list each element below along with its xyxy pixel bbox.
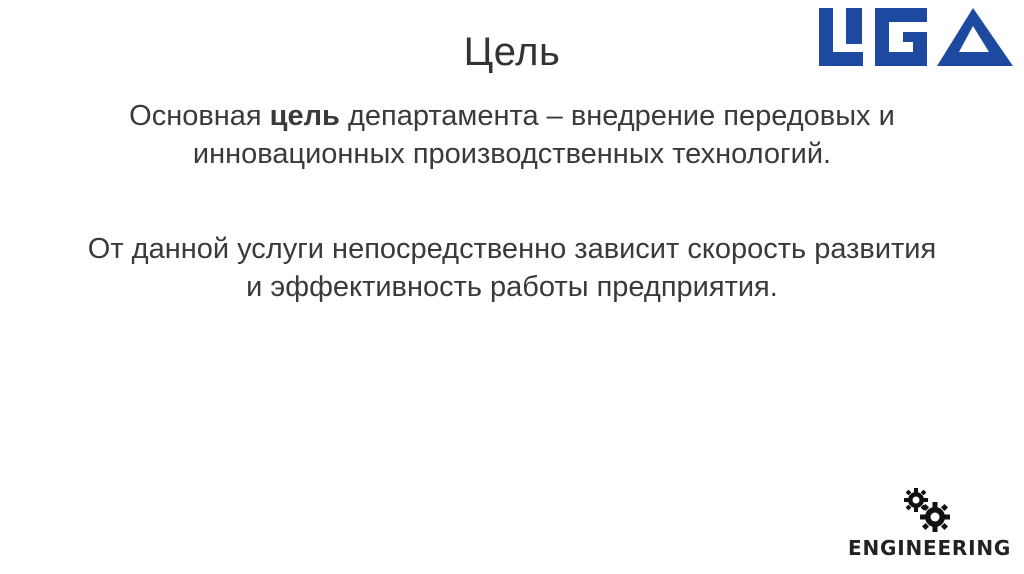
engineering-label: ENGINEERING xyxy=(848,536,1012,560)
paragraph-goal-suffix: департамента – внедрение передовых и инновационных производственных технологий. xyxy=(192,100,895,170)
paragraph-goal-emphasis: цель xyxy=(269,100,340,132)
engineering-logo xyxy=(846,486,1016,566)
paragraph-goal xyxy=(80,97,944,173)
paragraph-goal-prefix: Основная xyxy=(129,100,270,132)
liga-logo xyxy=(819,8,1013,66)
slide-title: Цель xyxy=(463,30,561,74)
gears-icon xyxy=(902,486,952,534)
paragraph-dependency: От данной услуги непосредственно зависит скорость развития и эффективность работы предприятия. xyxy=(87,233,937,303)
